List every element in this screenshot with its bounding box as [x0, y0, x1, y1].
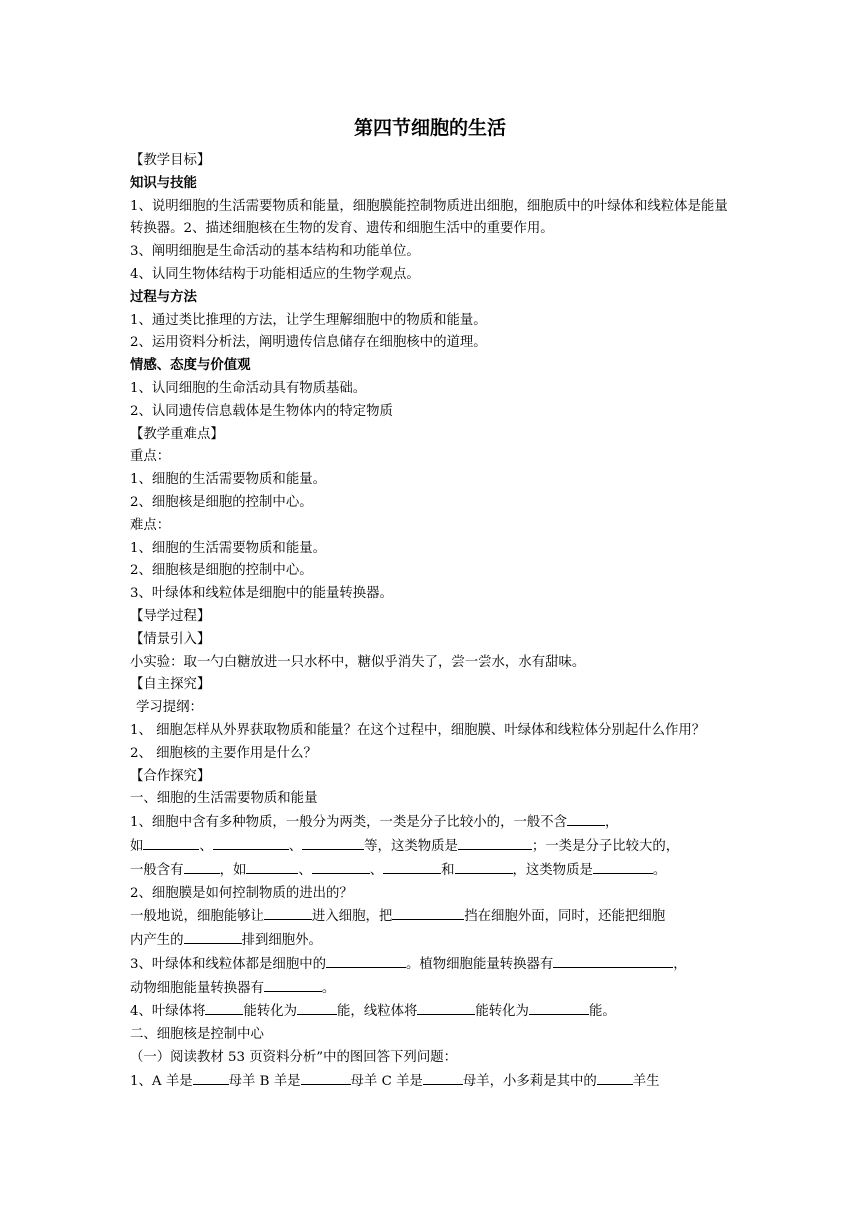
answer-blank[interactable] [553, 953, 673, 968]
section-heading: 【自主探究】 [130, 677, 211, 693]
paragraph: 1、认同细胞的生命活动具有物质基础。 [130, 380, 367, 396]
answer-blank[interactable] [383, 859, 441, 874]
question-line: 2、细胞膜是如何控制物质的进出的？ [130, 885, 353, 901]
subsection-heading: 过程与方法 [130, 289, 197, 305]
question-line [130, 811, 733, 835]
question-text: 一般地说，细胞能够让 [130, 909, 264, 925]
answer-blank[interactable] [302, 835, 364, 850]
list-item: 2、 细胞核的主要作用是什么？ [130, 745, 317, 761]
question-text: ，这类物质是 [512, 862, 593, 878]
question-text: 能。 [588, 1004, 616, 1020]
section-heading: 【教学目标】 [130, 153, 211, 168]
answer-blank[interactable] [264, 977, 322, 992]
paragraph: 2、细胞核是细胞的控制中心。 [130, 494, 313, 510]
paragraph: 1、说明细胞的生活需要物质和能量，细胞膜能控制物质进出细胞，细胞质中的叶绿体和线粒体是能量转换器。2、描述细胞核在生物的发育、遗传和细胞生活中的重要作用。 [130, 198, 728, 237]
question-line [130, 953, 733, 977]
answer-blank[interactable] [205, 1000, 243, 1015]
paragraph: 小实验：取一勺白糖放进一只水杯中，糖似乎消失了，尝一尝水，水有甜味。 [130, 654, 586, 670]
question-text: 羊生 [632, 1073, 660, 1089]
question-line [130, 905, 733, 929]
answer-blank[interactable] [301, 1070, 351, 1085]
paragraph: 2、运用资料分析法，阐明遗传信息储存在细胞核中的道理。 [130, 335, 487, 351]
answer-blank[interactable] [417, 1000, 475, 1015]
question-text: 1、细胞中含有多种物质，一般分为两类，一类是分子比较小的，一般不含 [130, 815, 568, 831]
question-text: 排到细胞外。 [241, 933, 322, 949]
question-text: ，如 [219, 862, 247, 878]
question-text: 、 [298, 862, 312, 878]
paragraph: 难点： [130, 517, 171, 533]
question-text: 等，这类物质是 [364, 838, 458, 854]
paragraph: 4、认同生物体结构于功能相适应的生物学观点。 [130, 266, 420, 282]
question-text: 动物细胞能量转换器有 [130, 980, 264, 996]
question-text: 、 [369, 862, 384, 878]
paragraph: 3、叶绿体和线粒体是细胞中的能量转换器。 [130, 586, 393, 602]
paragraph: （一）阅读教材 53 页资料分析”中的图回答下列问题： [130, 1050, 457, 1066]
subsection-heading: 知识与技能 [130, 175, 197, 191]
question-text: 能转化为 [475, 1004, 529, 1020]
question-line [130, 835, 733, 859]
paragraph: 1、细胞的生活需要物质和能量。 [130, 472, 326, 488]
question-text: 、 [288, 838, 303, 854]
list-item: 1、 细胞怎样从外界获取物质和能量？在这个过程中，细胞膜、叶绿体和线粒体分别起什么作用？ [130, 722, 706, 738]
section-heading: 【合作探究】 [130, 768, 211, 784]
question-text: 如 [130, 838, 144, 854]
paragraph: 2、认同遗传信息载体是生物体内的特定物质 [130, 403, 393, 419]
answer-blank[interactable] [567, 811, 605, 826]
question-line [130, 1070, 733, 1094]
answer-blank[interactable] [193, 1070, 229, 1085]
section-heading: 二、细胞核是控制中心 [130, 1027, 264, 1043]
page-title: 第四节细胞的生活 [353, 117, 506, 139]
question-text: 3、叶绿体和线粒体都是细胞中的 [130, 956, 326, 972]
question-text: 能，线粒体将 [337, 1004, 418, 1020]
answer-blank[interactable] [458, 835, 532, 850]
question-text: 1、A 羊是 [130, 1073, 193, 1089]
paragraph: 重点： [130, 449, 171, 465]
question-line [130, 929, 733, 953]
answer-blank[interactable] [326, 953, 406, 968]
section-heading: 【导学过程】 [130, 608, 211, 624]
answer-blank[interactable] [143, 835, 199, 850]
answer-blank[interactable] [184, 929, 242, 944]
question-text: 能转化为 [243, 1004, 298, 1020]
paragraph: 一、细胞的生活需要物质和能量 [130, 791, 318, 807]
subsection-heading: 情感、态度与价值观 [130, 358, 251, 374]
question-text: 一般含有 [130, 862, 184, 878]
question-text: ， [605, 815, 619, 831]
paragraph: 学习提纲： [136, 700, 203, 716]
section-heading: 【情景引入】 [130, 631, 211, 647]
question-text: ， [673, 956, 687, 972]
question-line [130, 1000, 733, 1024]
answer-blank[interactable] [529, 1000, 589, 1015]
answer-blank[interactable] [423, 1070, 463, 1085]
answer-blank[interactable] [593, 859, 653, 874]
question-text: 内产生的 [130, 933, 184, 949]
answer-blank[interactable] [246, 859, 298, 874]
paragraph: 2、细胞核是细胞的控制中心。 [130, 563, 313, 579]
question-text: 母羊 C 羊是 [350, 1073, 423, 1089]
question-text: 。植物细胞能量转换器有 [406, 956, 554, 972]
question-text: 进入细胞，把 [311, 909, 393, 925]
question-text: 和 [441, 862, 455, 878]
paragraph: 3、阐明细胞是生命活动的基本结构和功能单位。 [130, 244, 420, 260]
answer-blank[interactable] [297, 1000, 337, 1015]
answer-blank[interactable] [597, 1070, 633, 1085]
section-heading: 【教学重难点】 [130, 426, 224, 442]
answer-blank[interactable] [264, 905, 312, 920]
question-text: 挡在细胞外面，同时，还能把细胞 [464, 909, 666, 925]
answer-blank[interactable] [312, 859, 370, 874]
question-text: ；一类是分子比较大的， [531, 838, 680, 854]
answer-blank[interactable] [392, 905, 464, 920]
answer-blank[interactable] [213, 835, 289, 850]
question-line [130, 977, 733, 1001]
question-text: 母羊 B 羊是 [228, 1073, 301, 1089]
question-text: 母羊，小多莉是其中的 [462, 1073, 597, 1089]
paragraph: 1、细胞的生活需要物质和能量。 [130, 540, 326, 556]
answer-blank[interactable] [184, 859, 220, 874]
paragraph: 1、通过类比推理的方法，让学生理解细胞中的物质和能量。 [130, 312, 487, 328]
answer-blank[interactable] [455, 859, 513, 874]
question-line [130, 859, 733, 883]
question-text: 4、叶绿体将 [130, 1004, 206, 1020]
question-text: 、 [199, 838, 213, 854]
question-text: 。 [652, 862, 667, 878]
question-text: 。 [321, 980, 336, 996]
document-body [130, 150, 733, 1094]
